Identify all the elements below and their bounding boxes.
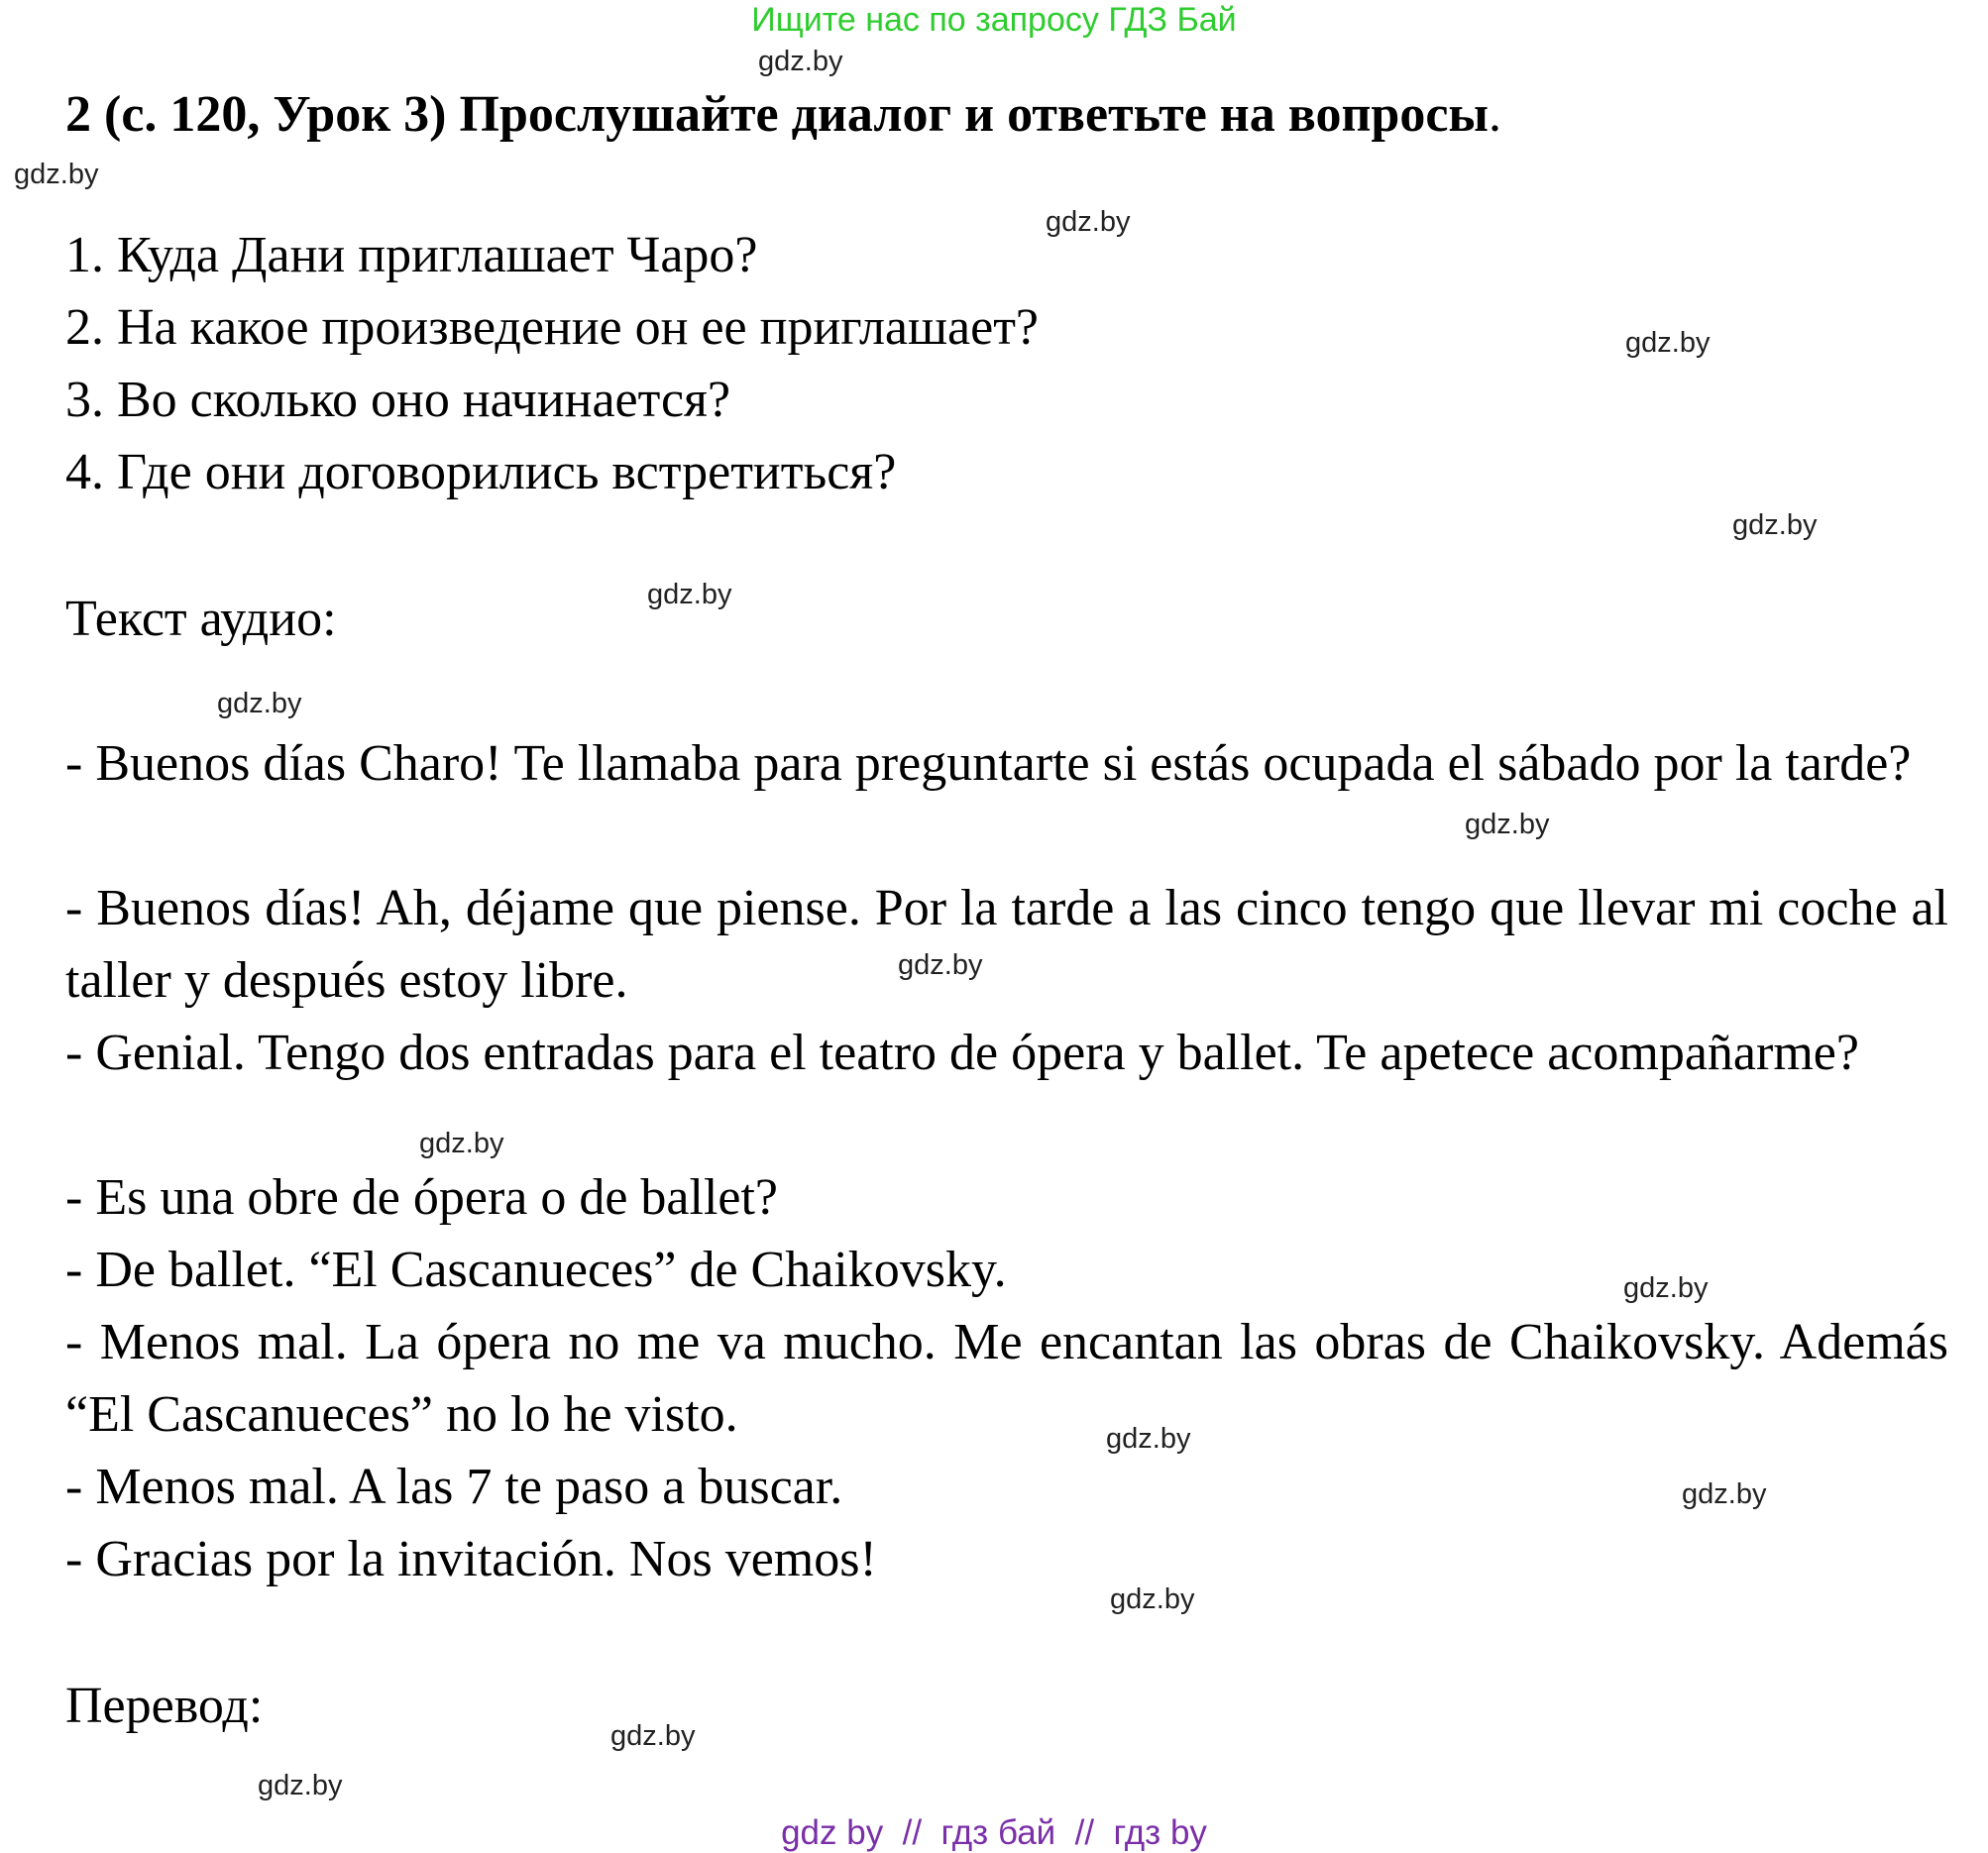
dialogue-line-5: - De ballet. “El Cascanueces” de Chaikovsky. <box>65 1242 1007 1298</box>
watermark: gdz.by <box>758 46 843 77</box>
heading-period: . <box>1489 86 1502 143</box>
watermark: gdz.by <box>898 949 983 981</box>
footer-links: gdz by // гдз бай // гдз by <box>781 1813 1207 1852</box>
watermark: gdz.by <box>610 1720 696 1752</box>
watermark: gdz.by <box>1465 809 1550 840</box>
watermark: gdz.by <box>1110 1583 1195 1615</box>
watermark: gdz.by <box>14 159 99 190</box>
exercise-heading <box>65 85 1501 145</box>
audio-text-label: Текст аудио: <box>65 591 337 647</box>
question-4: 4. Где они договорились встретиться? <box>65 444 897 500</box>
watermark: gdz.by <box>1732 509 1818 541</box>
watermark: gdz.by <box>1046 206 1131 238</box>
top-banner: Ищите нас по запросу ГДЗ Бай <box>751 1 1237 39</box>
dialogue-line-3: - Genial. Tengo dos entradas para el teatro de ópera y ballet. Te apetece acompañarme? <box>65 1025 1859 1081</box>
dialogue-line-7: - Menos mal. A las 7 te paso a buscar. <box>65 1459 843 1515</box>
watermark: gdz.by <box>1625 327 1711 359</box>
question-3: 3. Во сколько оно начинается? <box>65 372 731 428</box>
dialogue-line-8: - Gracias por la invitación. Nos vemos! <box>65 1531 877 1587</box>
question-2: 2. На какое произведение он ее приглашает? <box>65 299 1040 356</box>
dialogue-line-6: - Menos mal. La ópera no me va mucho. Me encantan las obras de Chaikovsky. Además “El Cascanueces” no lo he visto. <box>65 1314 1948 1443</box>
question-1: 1. Куда Дани приглашает Чаро? <box>65 227 758 283</box>
heading-text: 2 (с. 120, Урок 3) Прослушайте диалог и ответьте на вопросы <box>65 86 1490 143</box>
watermark: gdz.by <box>1682 1478 1767 1510</box>
dialogue-line-1: - Buenos días Charo! Te llamaba para preguntarte si estás ocupada el sábado por la tarde? <box>65 735 1912 792</box>
watermark: gdz.by <box>1623 1272 1709 1304</box>
translation-label: Перевод: <box>65 1678 264 1734</box>
dialogue-line-4: - Es una obre de ópera o de ballet? <box>65 1169 779 1226</box>
watermark: gdz.by <box>217 688 302 719</box>
watermark: gdz.by <box>1106 1423 1191 1455</box>
dialogue-line-2: - Buenos días! Ah, déjame que piense. Por la tarde a las cinco tengo que llevar mi coche al taller y después estoy libre. <box>65 880 1948 1009</box>
watermark: gdz.by <box>419 1128 504 1159</box>
watermark: gdz.by <box>258 1770 343 1801</box>
watermark: gdz.by <box>647 579 732 610</box>
